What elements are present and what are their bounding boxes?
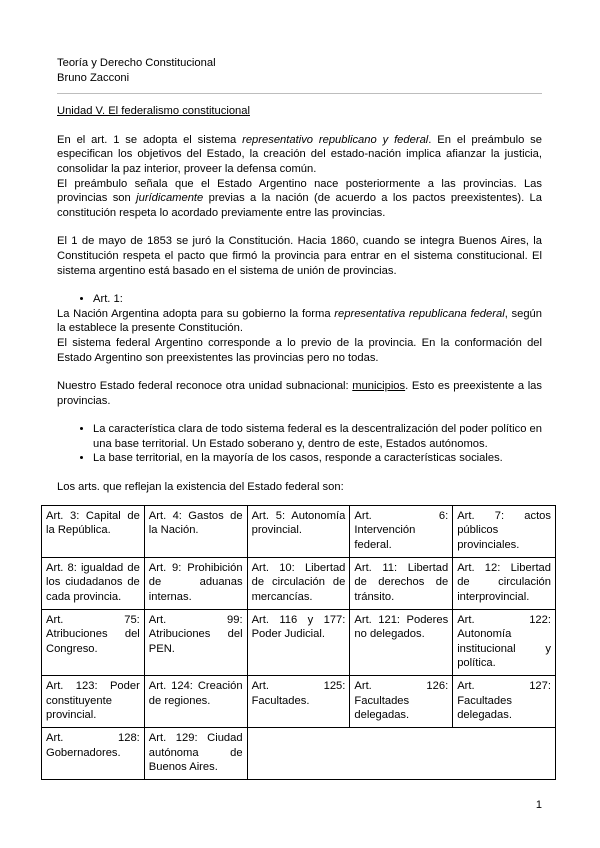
paragraph-1853: El 1 de mayo de 1853 se juró la Constitución. Hacia 1860, cuando se integra Buenos Aires, la Constitución respeta el pacto que firmó la provincia para entrar en el sistema constitucional. El sistema argentino está basado en el sistema de unión de provincias. (57, 235, 542, 277)
table-cell: Art. 11: Libertad de derechos de tránsito. (350, 557, 453, 609)
table-cell: Art. 12: Libertad de circulación interprovincial. (453, 557, 556, 609)
table-cell: Art. 123: Poder constituyente provincial. (42, 676, 145, 728)
table-cell: Art. 126: Facultades delegadas. (350, 676, 453, 728)
page-number: 1 (535, 799, 542, 811)
author-name: Bruno Zacconi (57, 71, 130, 84)
emphasis-text: jurídicamente (136, 192, 204, 205)
table-cell: Art. 5: Autonomía provincial. (247, 505, 350, 557)
table-row (42, 728, 556, 780)
section-title: Unidad V. El federalismo constitucional (57, 105, 250, 118)
list-item: • La base territorial, en la mayoría de los casos, responde a características sociales. (93, 451, 542, 466)
paragraph-table-intro: Los arts. que reflejan la existencia del Estado federal son: (57, 481, 344, 494)
municipios-link-text: municipios (352, 380, 406, 393)
table-cell: Art. 7: actos públicos provinciales. (453, 505, 556, 557)
course-title: Teoría y Derecho Constitucional (57, 57, 216, 69)
characteristics-list (57, 422, 542, 466)
table-row (42, 609, 556, 675)
paragraph-municipios: Nuestro Estado federal reconoce otra unidad subnacional: municipios. Esto es preexistente a las provincias. (57, 380, 542, 407)
header-divider (57, 93, 542, 94)
list-item: • Art. 1: (93, 292, 542, 307)
articles-table (41, 505, 556, 780)
table-cell: Art. 75: Atribuciones del Congreso. (42, 609, 145, 675)
table-cell: Art. 4: Gastos de la Nación. (144, 505, 247, 557)
paragraph-preambulo: El preámbulo señala que el Estado Argentino nace posteriormente a las provincias. Las provincias son jurídicamente previas a la nación (de acuerdo a los pactos preexistentes). La constitución respeta lo acordado previamente entre las provincias. (57, 177, 542, 219)
table-cell: Art. 124: Creación de regiones. (144, 676, 247, 728)
table-cell: Art. 9: Prohibición de aduanas internas. (144, 557, 247, 609)
table-cell: Art. 10: Libertad de circulación de mercancías. (247, 557, 350, 609)
table-cell-empty (247, 728, 555, 780)
table-cell: Art. 128: Gobernadores. (42, 728, 145, 780)
list-item: • La característica clara de todo sistema federal es la descentralización del poder político en una base territorial. Un Estado soberano y, dentro de este, Estados autónomos. (93, 422, 542, 451)
table-cell: Art. 121: Poderes no delegados. (350, 609, 453, 675)
table-cell: Art. 116 y 177: Poder Judicial. (247, 609, 350, 675)
table-cell: Art. 125: Facultades. (247, 676, 350, 728)
table-cell: Art. 3: Capital de la República. (42, 505, 145, 557)
paragraph-art1-text: La Nación Argentina adopta para su gobierno la forma representativa republicana federal, según la establece la presente Constitución. (57, 307, 542, 335)
table-cell: Art. 127: Facultades delegadas. (453, 676, 556, 728)
table-cell: Art. 99: Atribuciones del PEN. (144, 609, 247, 675)
art1-list (57, 292, 542, 307)
emphasis-text: representativa republicana federal (334, 307, 505, 320)
table-cell: Art. 122: Autonomía institucional y política. (453, 609, 556, 675)
emphasis-text: representativo republicano y federal (242, 133, 429, 146)
paragraph-sistema-federal: El sistema federal Argentino corresponde a lo previo de la provincia. En la conformación del Estado Argentino son preexistentes las provincias pero no todas. (57, 336, 542, 364)
table-row (42, 676, 556, 728)
document-page (46, 56, 551, 780)
paragraph-art1: En el art. 1 se adopta el sistema representativo republicano y federal. En el preámbulo se especifican los objetivos del Estado, la creación del estado-nación implica afianzar la justicia, consolidar la paz interior, proveer la defensa común. (57, 133, 542, 175)
table-cell: Art. 129: Ciudad autónoma de Buenos Aires. (144, 728, 247, 780)
table-row (42, 557, 556, 609)
table-cell: Art. 8: igualdad de los ciudadanos de cada provincia. (42, 557, 145, 609)
table-cell: Art. 6: Intervención federal. (350, 505, 453, 557)
table-row (42, 505, 556, 557)
